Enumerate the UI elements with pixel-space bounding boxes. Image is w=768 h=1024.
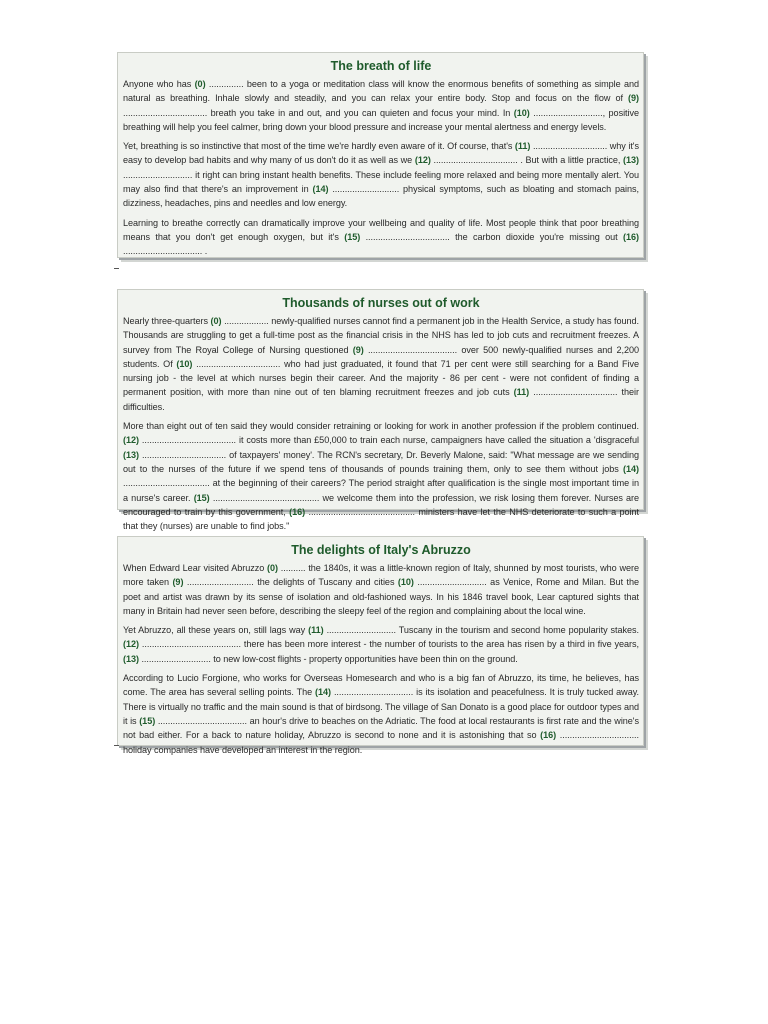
text-run: ................................ .	[123, 246, 208, 257]
gap-number: (12)	[123, 435, 139, 446]
gap-number: (9)	[352, 344, 364, 355]
gap-number: (14)	[623, 463, 639, 474]
text-run: Learning to breathe correctly can dramatically improve your wellbeing and quality of life. Most people think that poor breathing means that you don't get enough oxygen, but it's	[123, 217, 639, 242]
text-run: ................................... at the beginning of their careers? The period straight after qualification is the single most important time in a nurse's career.	[123, 478, 639, 503]
text-run: .................................. who had just graduated, it found that 71 per cent were still searching for a Band Five nursing job - the level at which nurses begin their career. And the majority - 86 per cent - were not confident of finding a permanent position, with more than nine out of ten blaming recruitment freezes and job cuts	[123, 358, 639, 398]
text-run: Yet Abruzzo, all these years on, still lags way	[123, 625, 309, 636]
text-run: .............. been to a yoga or meditation class will know the enormous benefits of something as simple and natural as breathing. Inhale slowly and steadily, and you can relax your entire body. Stop and focus on the flow of	[123, 79, 639, 104]
divider-mark	[114, 745, 119, 746]
text-run: ............................ Tuscany in the tourism and second home popularity stakes.	[323, 625, 640, 636]
text-run: .......... the 1840s, it was a little-known region of Italy, shunned by most tourists, who were more taken	[123, 563, 639, 588]
article-title: The delights of Italy's Abruzzo	[291, 543, 471, 557]
text-run: ............................, positive breathing will help you feel calmer, bring down your blood pressure and increase your mental alertness and energy levels.	[123, 107, 639, 132]
gap-number: (14)	[315, 687, 332, 698]
text-run: Yet, breathing is so instinctive that most of the time we're hardly even aware of it. Of course, that's	[123, 141, 515, 152]
text-run: According to Lucio Forgione, who works for Overseas Homesearch and who is a big fan of Abruzzo, its time, he believes, has come. The area has several selling points. The	[123, 673, 639, 698]
text-run: .................................. the carbon dioxide you're missing out	[360, 231, 623, 242]
gap-number: (0)	[267, 563, 278, 573]
gap-number: (14)	[312, 184, 329, 195]
gap-number: (11)	[513, 387, 530, 398]
text-run: .................................. breath you take in and out, and you can quieten and focus your mind. In	[123, 107, 514, 118]
paragraph	[123, 314, 639, 414]
gap-number: (13)	[623, 155, 639, 166]
text-run: ................................ holiday companies have developed an interest in the region.	[123, 730, 639, 755]
text-run: ........................... physical symptoms, such as bloating and stomach pains, dizziness, headaches, pins and needles and low energy.	[123, 184, 639, 209]
text-run: .................................... an hour's drive to beaches on the Adriatic. The food at local restaurants is first rate and the wine's not bad either. For a back to nature holiday, Abruzzo is second to none and it is astonishing that so	[123, 715, 639, 741]
text-run: ........................................... ministers have let the NHS deteriorate to such a point that they (nurses) are unable to find jobs."	[123, 506, 639, 532]
text-run: .................................. . But with a little practice,	[430, 155, 624, 166]
text-run: Nearly three-quarters	[123, 316, 211, 326]
gap-number: (12)	[414, 155, 431, 166]
text-run: ............................ as Venice, Rome and Milan. But the poet and artist was drawn by its sense of isolation and old-fashioned ways. In his 1846 travel book, Lear captured sights that many in Britain had never seen before, describing the sleepy feel of the region and complaining about the local wine.	[123, 577, 640, 616]
gap-number: (10)	[513, 107, 530, 118]
paragraph	[123, 216, 639, 259]
gap-number: (16)	[540, 730, 557, 741]
paragraph	[123, 671, 639, 757]
paragraph	[123, 419, 639, 533]
article-title: Thousands of nurses out of work	[282, 296, 480, 310]
divider-mark	[114, 268, 119, 269]
text-run: ........................................... we welcome them into the profession, we risk losing them forever. Nurses are encouraged to train by this government,	[123, 492, 639, 517]
gap-number: (16)	[289, 506, 306, 517]
paragraph	[123, 561, 639, 618]
article-breath-of-life	[117, 52, 644, 258]
text-run: .................................. of taxpayers' money'. The RCN's secretary, Dr. Beverly Malone, said: "What message are we sending out to the nurses of the future if we spend tens of thousands of pounds training them, only to see them without jobs	[123, 449, 639, 474]
gap-number: (15)	[193, 492, 210, 503]
article-nurses-out-of-work	[117, 289, 644, 532]
article-delights-of-abruzzo	[117, 536, 644, 755]
gap-number: (15)	[139, 715, 156, 726]
paragraph	[123, 139, 639, 210]
gap-number: (0)	[210, 316, 222, 326]
gap-number: (9)	[628, 93, 639, 104]
gap-number: (13)	[123, 449, 139, 460]
text-run: When Edward Lear visited Abruzzo	[123, 563, 267, 573]
paragraph	[123, 623, 639, 666]
gap-number: (11)	[308, 625, 324, 636]
gap-number: (9)	[172, 577, 184, 588]
text-run: ............................ to new low-cost flights - property opportunities have been thin on the ground.	[138, 653, 518, 664]
gap-number: (15)	[344, 231, 361, 242]
text-run: .................. newly-qualified nurses cannot find a permanent job in the Health Service, a study has found. Thousands are struggling to get a full-time post as the financial crisis in the NHS has led to job cuts and recruitment freezes. A survey from The Royal College of Nursing questioned	[123, 316, 639, 355]
article-title: The breath of life	[330, 59, 432, 73]
text-run: .................................... over 500 newly-qualified nurses and 2,200 students. Of	[123, 344, 640, 369]
text-run: ........................... the delights of Tuscany and cities	[183, 577, 398, 588]
gap-number: (10)	[176, 358, 193, 369]
text-run: .............................. why it's easy to develop bad habits and why many of us don't do it as well as we	[123, 141, 639, 166]
text-run: .................................. their difficulties.	[123, 387, 639, 412]
gap-number: (10)	[397, 577, 414, 588]
paragraph	[123, 77, 639, 134]
text-run: ............................ it right can bring instant health benefits. These include feeling more relaxed and being more mentally alert. You may also find that there's an improvement in	[123, 169, 639, 195]
text-run: More than eight out of ten said they would consider retraining or looking for work in another profession if the problem continued.	[123, 421, 639, 432]
gap-number: (12)	[123, 639, 139, 650]
gap-number: (16)	[623, 231, 639, 242]
text-run: ................................ is its isolation and peacefulness. It is truly tucked away. There is virtually no traffic and the main sound is that of birdsong. The village of San Donato is a good place for outdoor types and it is	[123, 687, 639, 726]
gap-number: (0)	[194, 79, 206, 89]
text-run: Anyone who has	[123, 79, 195, 89]
gap-number: (11)	[514, 141, 531, 152]
text-run: ...................................... it costs more than £50,000 to train each nurse, campaigners have called the situation a 'disgraceful	[138, 435, 639, 446]
text-run: ........................................ there has been more interest - the number of tourists to the area has risen by a third in five years,	[138, 639, 639, 650]
gap-number: (13)	[123, 653, 139, 664]
